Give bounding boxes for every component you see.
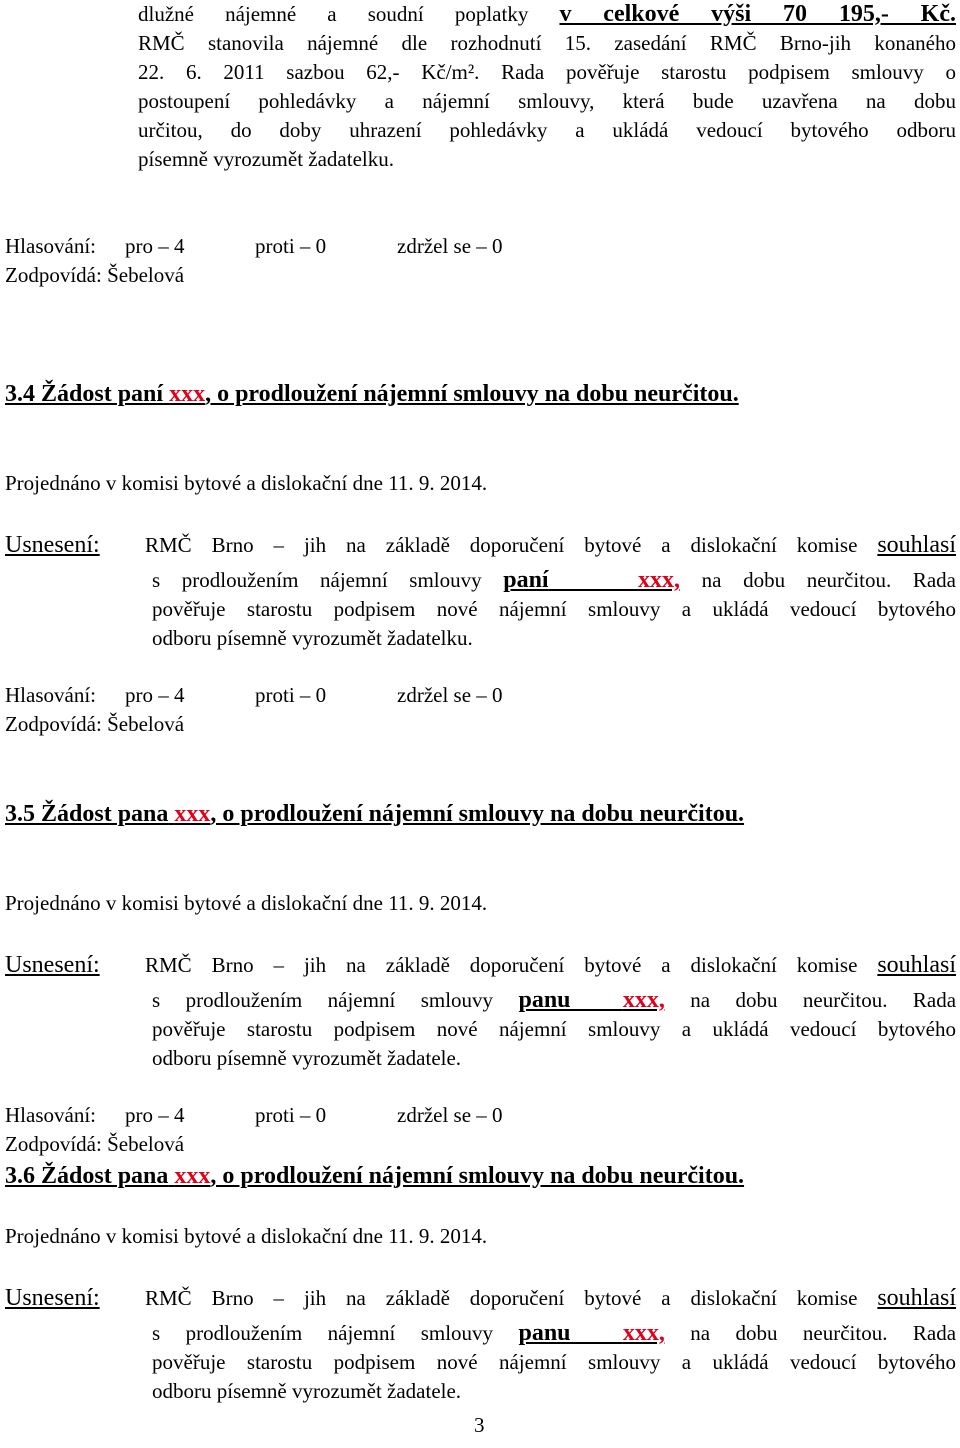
vote-pro: pro – 4 [125, 1103, 185, 1127]
resolution-text: RMČ Brno – jih na základě doporučení bytové a dislokační komise [145, 1286, 858, 1310]
vote-proti: proti – 0 [255, 1103, 327, 1127]
resolution-text: RMČ Brno – jih na základě doporučení bytové a dislokační komise [145, 953, 858, 977]
item-number: 3.5 [5, 801, 35, 827]
tenant-name: xxx, [622, 1320, 665, 1346]
item-name: xxx [169, 381, 206, 407]
responsible: Zodpovídá: Šebelová [5, 712, 185, 736]
vote-proti: proti – 0 [255, 683, 327, 707]
tenant-name: xxx, [638, 567, 681, 593]
resolution-line-2 [152, 986, 956, 1015]
vote-label: Hlasování: [5, 1103, 96, 1127]
item-heading [5, 380, 739, 409]
resolution-label-text: Usnesení: [5, 952, 100, 978]
total-amount: v celkové výši 70 195,- Kč. [559, 1, 957, 27]
resolution-text: RMČ Brno – jih na základě doporučení bytové a dislokační komise [145, 533, 858, 557]
item-title: Žádost pana [41, 1163, 169, 1189]
intro-line-2: RMČ stanovila nájemné dle rozhodnutí 15. zasedání RMČ Brno-jih konaného [138, 31, 956, 55]
vote-pro: pro – 4 [125, 683, 185, 707]
resolution-text: na dobu neurčitou. Rada [690, 988, 957, 1012]
vote-block [5, 232, 503, 290]
resolution-line-1 [145, 531, 956, 560]
vote-block [5, 681, 503, 739]
item-name: xxx [174, 1163, 211, 1189]
resolution-line-3: pověřuje starostu podpisem nové nájemní smlouvy a ukládá vedoucí bytového [152, 1350, 956, 1374]
consent-word: souhlasí [877, 952, 957, 978]
consent-word: souhlasí [877, 1285, 957, 1311]
resolution-line-4: odboru písemně vyrozumět žadatele. [152, 1046, 462, 1070]
intro-line-4: postoupení pohledávky a nájemní smlouvy, která bude uzavřena na dobu [138, 89, 956, 113]
resolution-line-4: odboru písemně vyrozumět žadatelku. [152, 626, 473, 650]
resolution-text: na dobu neurčitou. Rada [701, 568, 957, 592]
resolution-body [152, 566, 956, 653]
item-heading [5, 1162, 744, 1191]
intro-line-3: 22. 6. 2011 sazbou 62,- Kč/m². Rada pověřuje starostu podpisem smlouvy o [138, 60, 956, 84]
item-title-rest: , o prodloužení nájemní smlouvy na dobu neurčitou. [210, 1163, 745, 1189]
vote-abstain: zdržel se – 0 [397, 234, 503, 258]
consent-word: souhlasí [877, 532, 957, 558]
item-title: Žádost pana [41, 801, 169, 827]
resolution-line-1 [145, 1284, 956, 1313]
tenant-ref [518, 987, 664, 1013]
intro-paragraph [138, 0, 956, 174]
discussed-line: Projednáno v komisi bytové a dislokační dne 11. 9. 2014. [5, 471, 488, 495]
vote-label: Hlasování: [5, 234, 96, 258]
item-title: Žádost paní [41, 381, 164, 407]
responsible: Zodpovídá: Šebelová [5, 1132, 185, 1156]
item-title-rest: , o prodloužení nájemní smlouvy na dobu neurčitou. [210, 801, 745, 827]
vote-abstain: zdržel se – 0 [397, 1103, 503, 1127]
resolution-line-3: pověřuje starostu podpisem nové nájemní smlouvy a ukládá vedoucí bytového [152, 597, 956, 621]
resolution-line-4: odboru písemně vyrozumět žadatele. [152, 1379, 462, 1403]
tenant-title: panu [518, 1320, 571, 1346]
tenant-ref [518, 1320, 664, 1346]
item-heading [5, 800, 744, 829]
vote-pro: pro – 4 [125, 234, 185, 258]
resolution-text: s prodloužením nájemní smlouvy [152, 568, 482, 592]
resolution-text: s prodloužením nájemní smlouvy [152, 1321, 494, 1345]
responsible: Zodpovídá: Šebelová [5, 263, 185, 287]
resolution-line-1 [145, 951, 956, 980]
resolution-label-text: Usnesení: [5, 532, 100, 558]
resolution-line-2 [152, 566, 956, 595]
intro-line-5: určitou, do doby uhrazení pohledávky a ukládá vedoucí bytového odboru [138, 118, 956, 142]
item-name: xxx [174, 801, 211, 827]
vote-label: Hlasování: [5, 683, 96, 707]
intro-text: dlužné nájemné a soudní poplatky [138, 2, 529, 26]
discussed-line: Projednáno v komisi bytové a dislokační dne 11. 9. 2014. [5, 1224, 488, 1248]
resolution-line-2 [152, 1319, 956, 1348]
item-number: 3.6 [5, 1163, 35, 1189]
item-title-rest: , o prodloužení nájemní smlouvy na dobu neurčitou. [205, 381, 739, 407]
tenant-name: xxx, [622, 987, 665, 1013]
resolution-body [152, 1319, 956, 1406]
discussed-line: Projednáno v komisi bytové a dislokační dne 11. 9. 2014. [5, 891, 488, 915]
vote-proti: proti – 0 [255, 234, 327, 258]
vote-block [5, 1101, 503, 1159]
resolution-line-3: pověřuje starostu podpisem nové nájemní smlouvy a ukládá vedoucí bytového [152, 1017, 956, 1041]
resolution-label-text: Usnesení: [5, 1285, 100, 1311]
resolution-text: na dobu neurčitou. Rada [690, 1321, 957, 1345]
tenant-title: paní [503, 567, 549, 593]
vote-abstain: zdržel se – 0 [397, 683, 503, 707]
resolution-body [152, 986, 956, 1073]
intro-line-6: písemně vyrozumět žadatelku. [138, 147, 394, 171]
intro-line-1 [138, 0, 956, 29]
item-number: 3.4 [5, 381, 35, 407]
resolution-text: s prodloužením nájemní smlouvy [152, 988, 494, 1012]
page-number: 3 [474, 1413, 485, 1437]
tenant-ref [503, 567, 680, 593]
tenant-title: panu [518, 987, 571, 1013]
